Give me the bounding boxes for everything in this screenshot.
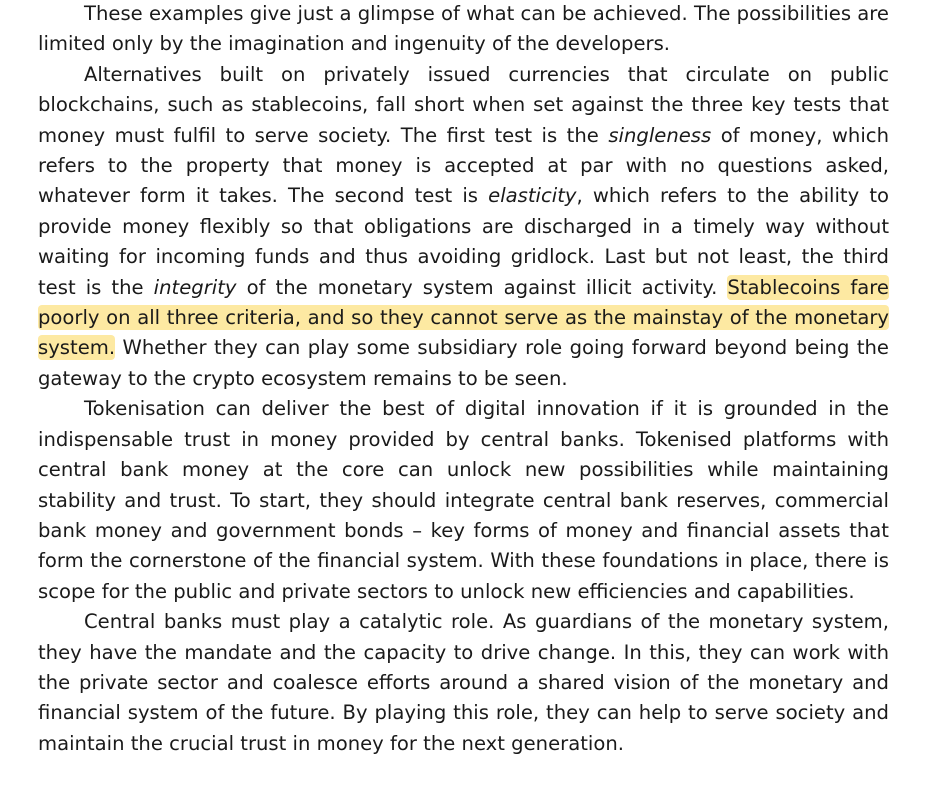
emphasis-singleness: singleness (608, 123, 712, 147)
emphasis-integrity: integrity (153, 275, 237, 299)
highlighted-sentence[interactable]: Stablecoins fare poorly on all three criteria, and so they cannot serve as the mainstay of the monetary system. (38, 275, 889, 360)
paragraph-3: Tokenisation can deliver the best of digital innovation if it is grounded in the indispensable trust in money provided by central banks. Tokenised platforms with central bank money at the core can unlock new possibilities while maintaining stability and trust. To start, they should integrate central bank reserves, commercial bank money and government bonds – key forms of money and financial assets that form the cornerstone of the financial system. With these foundations in place, there is scope for the public and private sectors to unlock new efficiencies and capabilities. (38, 397, 889, 603)
paragraph-2-text-2: of money, which refers to the property that money is accepted at par with no questions asked, whatever form it takes. The second test is (38, 123, 889, 208)
paragraph-1: These examples give just a glimpse of what can be achieved. The possibilities are limited only by the imagination and ingenuity of the developers. (38, 2, 889, 56)
paragraph-4: Central banks must play a catalytic role. As guardians of the monetary system, they have the mandate and the capacity to drive change. In this, they can work with the private sector and coalesce efforts around a shared vision of the monetary and financial system of the future. By playing this role, they can help to serve society and maintain the crucial trust in money for the next generation. (38, 610, 889, 755)
paragraph-2-text-5: Whether they can play some subsidiary role going forward beyond being the gateway to the crypto ecosystem remains to be seen. (38, 336, 889, 390)
paragraph-2-text-1: Alternatives built on privately issued currencies that circulate on public blockchains, such as stablecoins, fall short when set against the three key tests that money must fulfil to serve society. The first test is the (38, 62, 889, 147)
document-body (38, 0, 889, 759)
paragraph-2-text-3: , which refers to the ability to provide money flexibly so that obligations are discharged in a timely way without waiting for incoming funds and thus avoiding gridlock. Last but not least, the third test is the (38, 184, 889, 299)
emphasis-elasticity: elasticity (488, 184, 577, 208)
paragraph-2 (38, 60, 889, 394)
paragraph-2-text-4: of the monetary system against illicit activity. (236, 275, 728, 299)
